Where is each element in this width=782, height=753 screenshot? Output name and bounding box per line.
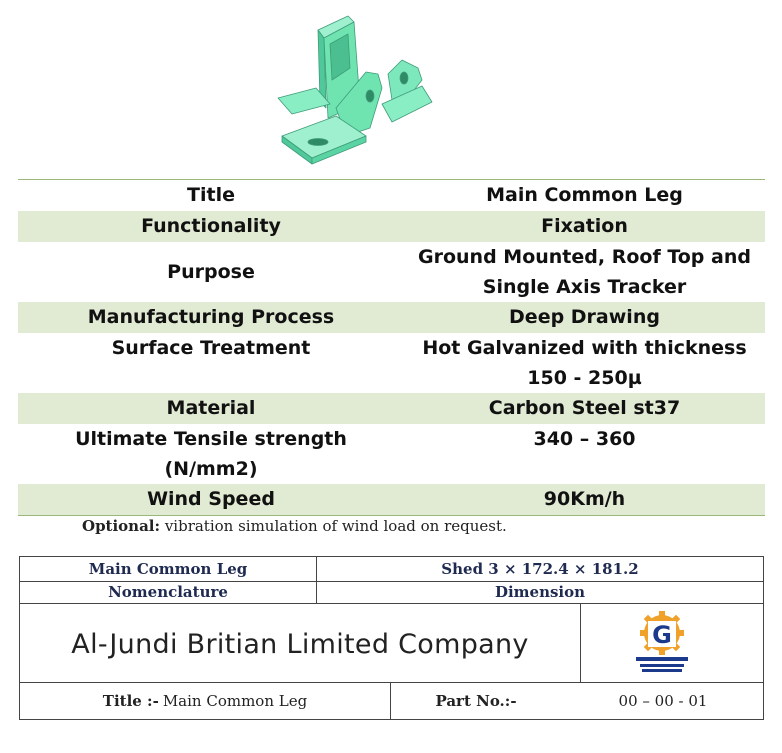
spec-value: Fixation — [404, 211, 765, 242]
spec-label-line: (N/mm2) — [164, 458, 258, 480]
part-name-cell: Main Common Leg — [88, 560, 248, 578]
spec-row-title — [18, 180, 765, 212]
spec-table — [18, 179, 765, 516]
spec-row-wind-speed — [18, 484, 765, 516]
spec-row-material — [18, 393, 765, 424]
title-block — [19, 556, 764, 720]
spec-value: Carbon Steel st37 — [404, 393, 765, 424]
spec-label-line: Ultimate Tensile strength — [75, 428, 347, 450]
spec-value-line: Single Axis Tracker — [482, 276, 687, 298]
spec-value — [404, 242, 765, 302]
logo-letter: G — [652, 621, 672, 649]
spec-label: Wind Speed — [18, 484, 404, 516]
note-text: vibration simulation of wind load on request. — [160, 517, 507, 535]
spec-label: Manufacturing Process — [18, 302, 404, 333]
spec-value-line: Hot Galvanized with thickness — [422, 337, 747, 359]
part-illustration — [270, 8, 440, 168]
spec-value: Main Common Leg — [404, 180, 765, 212]
spec-label: Purpose — [167, 260, 255, 283]
spec-label — [18, 424, 404, 484]
company-name: Al-Jundi Britian Limited Company — [71, 628, 529, 660]
spec-value-line: 150 - 250µ — [527, 367, 642, 389]
spec-value: 90Km/h — [404, 484, 765, 516]
spec-label: Title — [18, 180, 404, 212]
spec-row-functionality — [18, 211, 765, 242]
spec-row-tensile — [18, 424, 765, 484]
spec-row-manufacturing — [18, 302, 765, 333]
dimension-label: Dimension — [494, 583, 586, 601]
footer-title-value: Main Common Leg — [162, 692, 308, 710]
spec-label: Functionality — [18, 211, 404, 242]
spec-row-surface-treatment — [18, 333, 765, 393]
spec-value: 340 – 360 — [533, 428, 636, 450]
spec-value: Deep Drawing — [404, 302, 765, 333]
footer-title — [20, 683, 390, 719]
footer-title-label: Title :- — [102, 692, 159, 710]
spec-value — [404, 333, 765, 393]
spec-label: Material — [18, 393, 404, 424]
spec-value-line: Ground Mounted, Roof Top and — [418, 246, 751, 268]
dimension-value-cell: Shed 3 × 172.4 × 181.2 — [441, 560, 639, 578]
part-no-value: 00 – 00 - 01 — [618, 692, 708, 710]
note-label: Optional: — [82, 517, 161, 535]
spec-row-purpose — [18, 242, 765, 302]
part-no-label: Part No.:- — [435, 692, 517, 710]
optional-note — [56, 517, 507, 535]
spec-label: Surface Treatment — [111, 337, 311, 359]
nomenclature-label: Nomenclature — [108, 583, 228, 601]
company-logo — [632, 609, 692, 673]
